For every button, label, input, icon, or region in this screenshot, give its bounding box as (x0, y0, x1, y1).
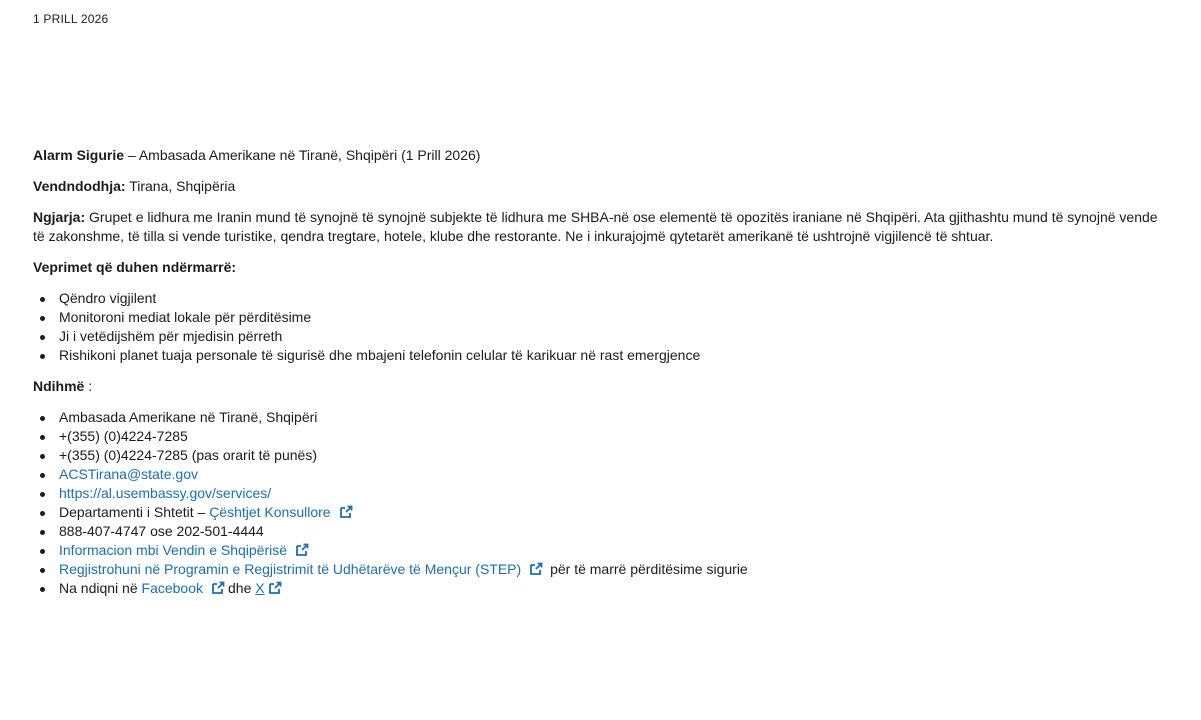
publish-date: 1 PRILL 2026 (33, 12, 109, 26)
dept-prefix: Departamenti i Shtetit – (59, 504, 210, 520)
consular-affairs-link[interactable]: Çështjet Konsullore (209, 504, 331, 520)
email-link[interactable]: ACSTirana@state.gov (59, 466, 198, 482)
event-paragraph (33, 208, 1173, 246)
list-item (55, 465, 1173, 484)
external-link-icon[interactable] (339, 505, 353, 519)
external-link-icon[interactable] (211, 581, 225, 595)
external-link-icon[interactable] (295, 543, 309, 557)
follow-prefix: Na ndiqni në (59, 580, 142, 596)
list-item: Ambasada Amerikane në Tiranë, Shqipëri (55, 408, 1173, 427)
alert-title-label: Alarm Sigurie (33, 147, 125, 163)
list-item (55, 541, 1173, 560)
alert-title (33, 146, 1173, 165)
list-item: +(355) (0)4224-7285 (pas orarit të punës) (55, 446, 1173, 465)
location-label: Vendndodhja: (33, 178, 126, 194)
and-text: dhe (228, 580, 256, 596)
help-title: Ndihmë (33, 378, 85, 394)
location-line (33, 177, 1173, 196)
list-item: Rishikoni planet tuaja personale të sigurisë dhe mbajeni telefonin celular të karikuar në rast emergjence (55, 346, 1173, 365)
actions-title: Veprimet që duhen ndërmarrë: (33, 259, 237, 275)
external-link-icon[interactable] (529, 562, 543, 576)
actions-list (33, 289, 1173, 365)
list-item (55, 560, 1173, 579)
help-title-line (33, 377, 1173, 396)
facebook-link[interactable]: Facebook (141, 580, 203, 596)
list-item (55, 503, 1173, 522)
services-website-link[interactable]: https://al.usembassy.gov/services/ (59, 485, 272, 501)
list-item: Qëndro vigjilent (55, 289, 1173, 308)
country-info-link[interactable]: Informacion mbi Vendin e Shqipërisë (59, 542, 288, 558)
step-registration-link[interactable]: Regjistrohuni në Programin e Regjistrimit të Udhëtarëve të Mençur (STEP) (59, 561, 522, 577)
list-item (55, 484, 1173, 503)
list-item: Ji i vetëdijshëm për mjedisin përreth (55, 327, 1173, 346)
help-title-suffix: : (84, 378, 93, 394)
alert-title-rest: – Ambasada Amerikane në Tiranë, Shqipëri (1 Prill 2026) (124, 147, 481, 163)
list-item: 888-407-4747 ose 202-501-4444 (55, 522, 1173, 541)
alert-content (33, 146, 1173, 610)
x-link[interactable]: X (255, 580, 265, 596)
event-label: Ngjarja: (33, 209, 86, 225)
step-suffix: për të marrë përditësime sigurie (546, 561, 748, 577)
location-value: Tirana, Shqipëria (125, 178, 236, 194)
external-link-icon[interactable] (268, 581, 282, 595)
list-item: +(355) (0)4224-7285 (55, 427, 1173, 446)
help-list (33, 408, 1173, 598)
list-item: Monitoroni mediat lokale për përditësime (55, 308, 1173, 327)
list-item (55, 579, 1173, 598)
event-text: Grupet e lidhura me Iranin mund të synojnë të synojnë subjekte të lidhura me SHBA-në ose elementë të opozitës iraniane në Shqipëri. Ata gjithashtu mund të synojnë vende të zakonshme, të tilla si vende turistike, qendra tregtare, hotele, klube dhe restorante. Ne i inkurajojmë qytetarët amerikanë të ushtrojnë vigjilencë të shtuar. (33, 209, 1158, 244)
